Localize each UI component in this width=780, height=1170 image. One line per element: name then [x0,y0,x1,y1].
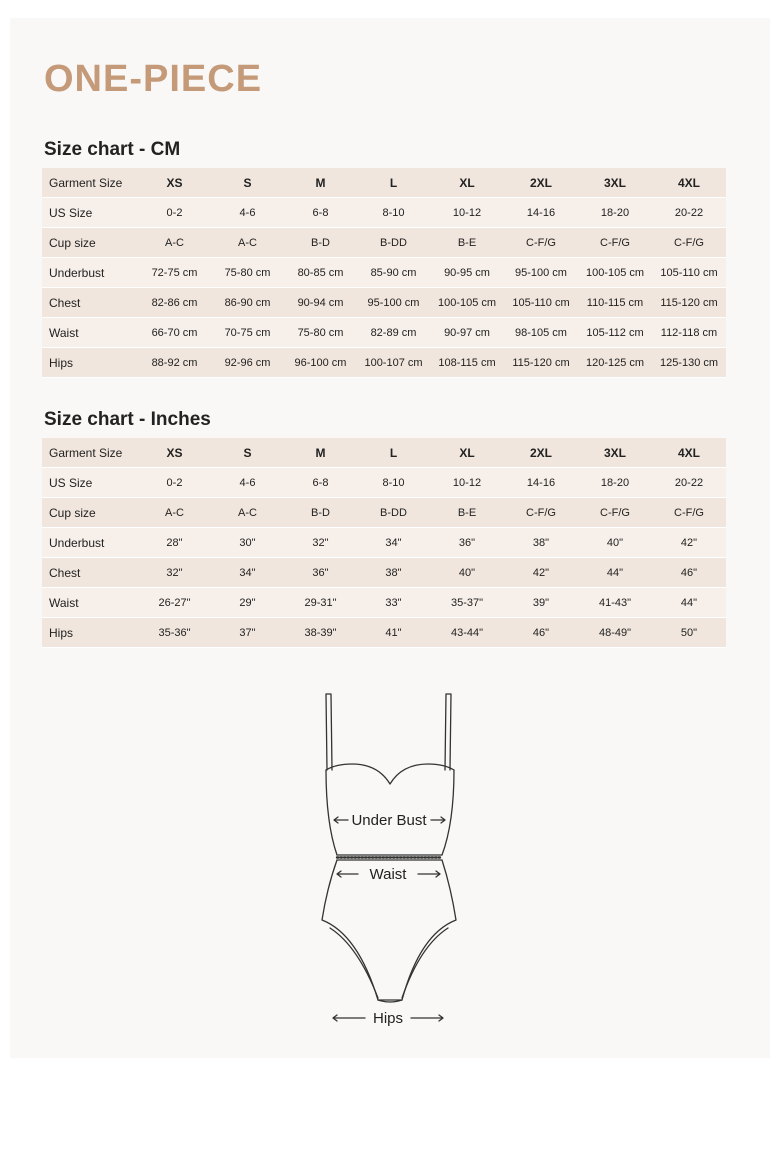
waist-right-arrow-icon [418,871,440,877]
table-cell: 75-80 cm [284,318,357,348]
size-header: XS [138,168,211,198]
table-cell: 29" [211,588,284,618]
table-cell: 90-97 cm [430,318,504,348]
row-label: Garment Size [42,438,138,468]
inches-size-table [42,438,726,648]
table-cell: 38" [504,528,578,558]
table-row [42,528,726,558]
size-header: M [284,438,357,468]
table-cell: 90-94 cm [284,288,357,318]
table-cell: 72-75 cm [138,258,211,288]
table-cell: 88-92 cm [138,348,211,378]
table-cell: 41" [357,618,430,648]
table-cell: 20-22 [652,198,726,228]
table-row [42,258,726,288]
table-cell: C-F/G [504,228,578,258]
size-header: 3XL [578,168,652,198]
table-cell: 8-10 [357,198,430,228]
table-cell: 35-37" [430,588,504,618]
table-cell: 0-2 [138,468,211,498]
table-cell: 36" [430,528,504,558]
row-label: Underbust [42,258,138,288]
table-cell: 39" [504,588,578,618]
table-row [42,198,726,228]
table-header-row [42,168,726,198]
row-label: Hips [42,618,138,648]
table-cell: 6-8 [284,468,357,498]
table-cell: 14-16 [504,468,578,498]
table-cell: 43-44" [430,618,504,648]
table-row [42,468,726,498]
table-cell: 42" [652,528,726,558]
table-cell: 8-10 [357,468,430,498]
table-cell: 35-36" [138,618,211,648]
under-bust-left-arrow-icon [334,817,348,823]
table-cell: B-D [284,228,357,258]
table-cell: B-D [284,498,357,528]
hips-label: Hips [372,1010,404,1027]
table-cell: 75-80 cm [211,258,284,288]
table-row [42,498,726,528]
size-header: S [211,438,284,468]
table-cell: 46" [652,558,726,588]
row-label: Cup size [42,498,138,528]
table-cell: 32" [284,528,357,558]
table-cell: 90-95 cm [430,258,504,288]
table-cell: 36" [284,558,357,588]
table-cell: 30" [211,528,284,558]
table-cell: B-DD [357,228,430,258]
table-cell: 98-105 cm [504,318,578,348]
cm-chart-heading: Size chart - CM [44,139,181,160]
row-label: US Size [42,198,138,228]
table-cell: 41-43" [578,588,652,618]
size-header: 4XL [652,438,726,468]
table-cell: C-F/G [578,228,652,258]
table-cell: 105-110 cm [652,258,726,288]
size-header: L [357,168,430,198]
table-cell: 92-96 cm [211,348,284,378]
table-cell: 100-105 cm [578,258,652,288]
table-cell: 125-130 cm [652,348,726,378]
table-cell: B-E [430,228,504,258]
swimsuit-measurement-diagram [300,688,480,1033]
table-cell: 44" [652,588,726,618]
table-cell: C-F/G [578,498,652,528]
row-label: Cup size [42,228,138,258]
table-cell: 37" [211,618,284,648]
size-header: XS [138,438,211,468]
waist-label: Waist [369,866,407,883]
table-cell: 38" [357,558,430,588]
size-header: XL [430,168,504,198]
table-cell: 18-20 [578,468,652,498]
table-cell: 86-90 cm [211,288,284,318]
table-cell: C-F/G [652,498,726,528]
waist-left-arrow-icon [337,871,358,877]
size-header: 4XL [652,168,726,198]
right-strap-icon [445,694,451,770]
table-cell: 82-89 cm [357,318,430,348]
hips-right-arrow-icon [411,1015,443,1021]
table-cell: 40" [430,558,504,588]
table-cell: 110-115 cm [578,288,652,318]
table-cell: 95-100 cm [357,288,430,318]
table-cell: 112-118 cm [652,318,726,348]
table-cell: 105-110 cm [504,288,578,318]
inches-chart-heading: Size chart - Inches [44,409,211,430]
table-cell: 29-31" [284,588,357,618]
table-cell: A-C [211,228,284,258]
table-cell: 105-112 cm [578,318,652,348]
table-cell: C-F/G [652,228,726,258]
row-label: Garment Size [42,168,138,198]
table-row [42,588,726,618]
row-label: Underbust [42,528,138,558]
table-row [42,618,726,648]
table-cell: 4-6 [211,468,284,498]
table-cell: A-C [138,228,211,258]
table-cell: 85-90 cm [357,258,430,288]
table-row [42,288,726,318]
size-header: 2XL [504,168,578,198]
size-header: 3XL [578,438,652,468]
table-cell: 40" [578,528,652,558]
table-cell: 26-27" [138,588,211,618]
row-label: US Size [42,468,138,498]
table-cell: 48-49" [578,618,652,648]
table-cell: A-C [211,498,284,528]
neckline-icon [326,764,454,784]
table-cell: 70-75 cm [211,318,284,348]
row-label: Chest [42,288,138,318]
table-header-row [42,438,726,468]
table-cell: 100-105 cm [430,288,504,318]
table-cell: 108-115 cm [430,348,504,378]
table-cell: A-C [138,498,211,528]
table-cell: 10-12 [430,198,504,228]
table-cell: 66-70 cm [138,318,211,348]
table-cell: 10-12 [430,468,504,498]
size-header: 2XL [504,438,578,468]
table-cell: C-F/G [504,498,578,528]
table-row [42,558,726,588]
table-cell: B-E [430,498,504,528]
table-cell: B-DD [357,498,430,528]
table-cell: 34" [357,528,430,558]
table-cell: 115-120 cm [504,348,578,378]
table-cell: 28" [138,528,211,558]
size-header: S [211,168,284,198]
table-cell: 96-100 cm [284,348,357,378]
table-cell: 115-120 cm [652,288,726,318]
size-header: XL [430,438,504,468]
table-cell: 80-85 cm [284,258,357,288]
under-bust-right-arrow-icon [431,817,445,823]
table-cell: 0-2 [138,198,211,228]
table-cell: 82-86 cm [138,288,211,318]
row-label: Waist [42,318,138,348]
table-cell: 46" [504,618,578,648]
table-cell: 42" [504,558,578,588]
size-header: L [357,438,430,468]
table-cell: 120-125 cm [578,348,652,378]
table-cell: 100-107 cm [357,348,430,378]
row-label: Waist [42,588,138,618]
table-cell: 4-6 [211,198,284,228]
table-cell: 18-20 [578,198,652,228]
table-row [42,318,726,348]
table-row [42,348,726,378]
table-cell: 32" [138,558,211,588]
page-title: ONE-PIECE [44,58,263,100]
table-cell: 95-100 cm [504,258,578,288]
table-row [42,228,726,258]
left-strap-icon [326,694,332,770]
size-header: M [284,168,357,198]
row-label: Hips [42,348,138,378]
table-cell: 20-22 [652,468,726,498]
cm-size-table [42,168,726,378]
hips-left-arrow-icon [333,1015,365,1021]
table-cell: 14-16 [504,198,578,228]
row-label: Chest [42,558,138,588]
table-cell: 6-8 [284,198,357,228]
table-cell: 33" [357,588,430,618]
table-cell: 38-39" [284,618,357,648]
table-cell: 50" [652,618,726,648]
under-bust-label: Under Bust [351,812,427,829]
table-cell: 34" [211,558,284,588]
table-cell: 44" [578,558,652,588]
